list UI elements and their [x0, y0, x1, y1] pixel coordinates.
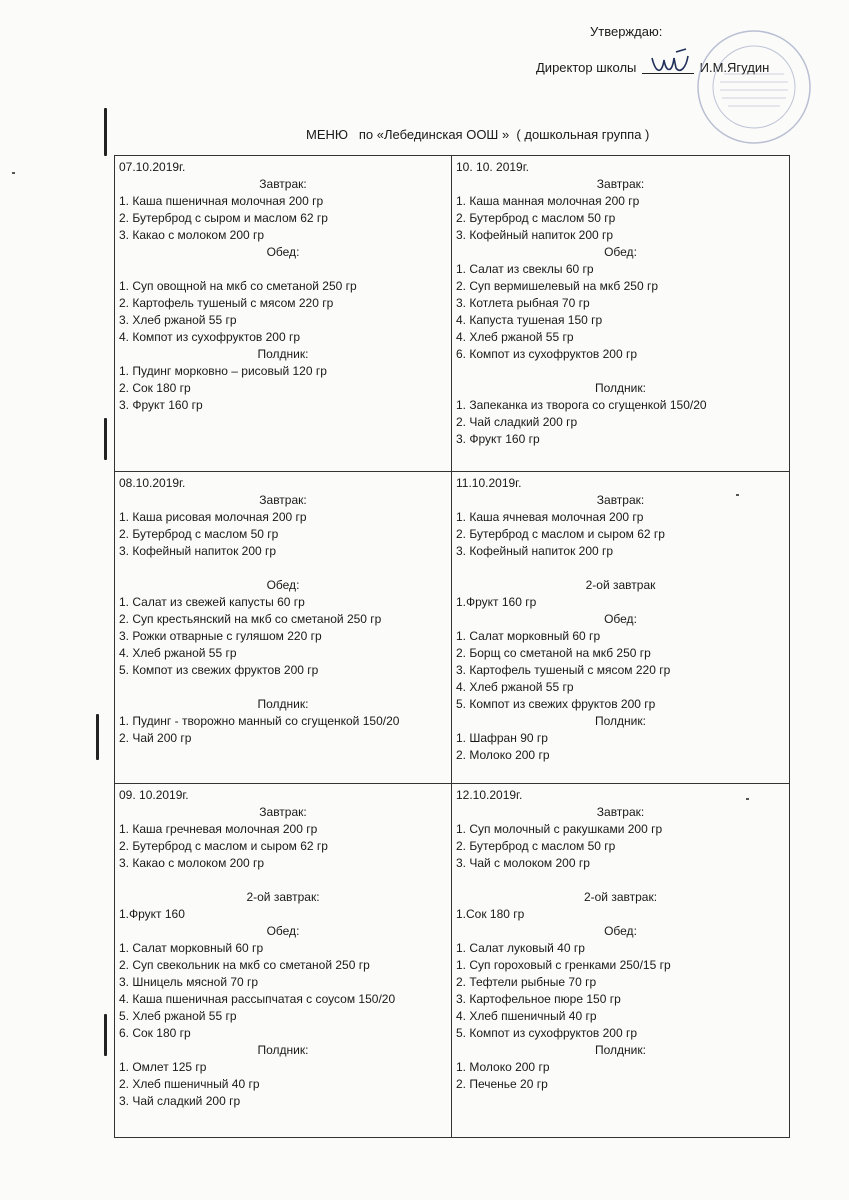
- menu-item: 2. Бутерброд с маслом 50 гр: [456, 839, 616, 853]
- menu-item: 5. Компот из свежих фруктов 200 гр: [119, 663, 319, 677]
- scan-speck: [746, 798, 749, 800]
- meal-heading: Завтрак:: [259, 493, 307, 507]
- menu-item: 1. Шафран 90 гр: [456, 731, 548, 745]
- meal-heading: Завтрак:: [596, 177, 645, 191]
- menu-item: 3. Картофель тушеный с мясом 220 гр: [456, 663, 671, 677]
- day-cell: [452, 784, 790, 1138]
- menu-item: 3. Фрукт 160 гр: [456, 432, 540, 446]
- menu-item: 2. Чай 200 гр: [119, 731, 192, 745]
- menu-item: 1. Салат морковный 60 гр: [119, 941, 264, 955]
- meal-heading: Обед:: [266, 245, 300, 259]
- meal-heading: Завтрак:: [596, 493, 645, 507]
- day-cell: [115, 784, 452, 1138]
- menu-item: 4. Хлеб пшеничный 40 гр: [456, 1009, 597, 1023]
- director-signature: [646, 44, 706, 84]
- school-stamp: [694, 28, 814, 146]
- menu-item: 3. Кофейный напиток 200 гр: [119, 544, 277, 558]
- meal-heading: Обед:: [266, 924, 300, 938]
- spacer: [119, 261, 447, 278]
- meal-heading: Обед:: [604, 245, 637, 259]
- spacer: [456, 363, 785, 380]
- day-date: 11.10.2019г.: [456, 476, 522, 490]
- menu-item: 1.Фрукт 160: [119, 907, 185, 921]
- menu-item: 3. Котлета рыбная 70 гр: [456, 296, 590, 310]
- menu-item: 3. Хлеб ржаной 55 гр: [119, 313, 237, 327]
- approve-label: Утверждаю:: [590, 24, 663, 39]
- menu-item: 3. Картофельное пюре 150 гр: [456, 992, 621, 1006]
- meal-heading: Завтрак:: [259, 177, 307, 191]
- day-date: 12.10.2019г.: [456, 788, 523, 802]
- menu-item: 2. Суп вермишелевый на мкб 250 гр: [456, 279, 659, 293]
- menu-item: 2. Сок 180 гр: [119, 381, 191, 395]
- menu-row: [115, 156, 790, 472]
- menu-item: 4. Хлеб ржаной 55 гр: [456, 680, 574, 694]
- scan-speck: [736, 494, 739, 496]
- spacer: [456, 872, 785, 889]
- menu-item: 1. Суп молочный с ракушками 200 гр: [456, 822, 663, 836]
- margin-mark: [104, 418, 107, 460]
- menu-item: 3. Шницель мясной 70 гр: [119, 975, 259, 989]
- day-date: 10. 10. 2019г.: [456, 160, 529, 174]
- meal-heading: Полдник:: [595, 714, 646, 728]
- menu-item: 1. Пудинг - творожно манный со сгущенкой 150/20: [119, 714, 400, 728]
- menu-title: МЕНЮ по «Лебединская ООШ » ( дошкольная группа ): [306, 127, 650, 142]
- menu-item: 1. Каша манная молочная 200 гр: [456, 194, 640, 208]
- day-cell: [115, 156, 452, 472]
- margin-mark: [104, 108, 107, 156]
- margin-mark: [96, 714, 99, 760]
- scan-speck: [12, 172, 15, 174]
- day-date: 09. 10.2019г.: [119, 788, 189, 802]
- meal-heading: Обед:: [266, 578, 300, 592]
- meal-heading: Полдник:: [257, 697, 309, 711]
- menu-item: 1.Сок 180 гр: [456, 907, 525, 921]
- menu-item: 1. Каша пшеничная молочная 200 гр: [119, 194, 324, 208]
- menu-item: 4. Хлеб ржаной 55 гр: [119, 646, 237, 660]
- day-cell: [115, 472, 452, 784]
- menu-item: 2. Бутерброд с маслом 50 гр: [119, 527, 279, 541]
- menu-item: 3. Какао с молоком 200 гр: [119, 856, 265, 870]
- menu-item: 4. Каша пшеничная рассыпчатая с соусом 150/20: [119, 992, 396, 1006]
- menu-item: 2. Бутерброд с маслом и сыром 62 гр: [456, 527, 665, 541]
- spacer: [119, 679, 447, 696]
- menu-item: 2. Чай сладкий 200 гр: [456, 415, 578, 429]
- menu-item: 6. Компот из сухофруктов 200 гр: [456, 347, 638, 361]
- menu-item: 2. Бутерброд с маслом 50 гр: [456, 211, 616, 225]
- menu-item: 2. Печенье 20 гр: [456, 1077, 548, 1091]
- menu-item: 3. Кофейный напиток 200 гр: [456, 228, 614, 242]
- menu-item: 1. Каша ячневая молочная 200 гр: [456, 510, 644, 524]
- meal-heading: Обед:: [604, 612, 637, 626]
- menu-item: 4. Хлеб ржаной 55 гр: [456, 330, 574, 344]
- meal-heading: Обед:: [604, 924, 637, 938]
- spacer: [119, 872, 447, 889]
- menu-item: 1.Фрукт 160 гр: [456, 595, 537, 609]
- menu-item: 2. Бутерброд с маслом и сыром 62 гр: [119, 839, 328, 853]
- meal-heading: Завтрак:: [596, 805, 645, 819]
- menu-item: 2. Картофель тушеный с мясом 220 гр: [119, 296, 334, 310]
- meal-heading: Полдник:: [257, 347, 309, 361]
- menu-item: 1. Салат морковный 60 гр: [456, 629, 601, 643]
- day-date: 07.10.2019г.: [119, 160, 186, 174]
- menu-item: 2. Суп свекольник на мкб со сметаной 250 гр: [119, 958, 370, 972]
- menu-row: [115, 472, 790, 784]
- day-cell: [452, 156, 790, 472]
- meal-heading: Полдник:: [257, 1043, 309, 1057]
- menu-item: 1. Запеканка из творога со сгущенкой 150/20: [456, 398, 707, 412]
- menu-item: 2. Суп крестьянский на мкб со сметаной 250 гр: [119, 612, 382, 626]
- meal-heading: Полдник:: [595, 381, 646, 395]
- meal-heading: Полдник:: [595, 1043, 646, 1057]
- menu-item: 3. Кофейный напиток 200 гр: [456, 544, 614, 558]
- menu-item: 3. Чай с молоком 200 гр: [456, 856, 590, 870]
- menu-row: [115, 784, 790, 1138]
- margin-mark: [104, 1014, 107, 1056]
- menu-item: 2. Бутерброд с сыром и маслом 62 гр: [119, 211, 328, 225]
- menu-item: 5. Компот из свежих фруктов 200 гр: [456, 697, 656, 711]
- menu-item: 1. Омлет 125 гр: [119, 1060, 207, 1074]
- menu-item: 1. Салат луковый 40 гр: [456, 941, 585, 955]
- meal-heading: 2-ой завтрак:: [583, 890, 658, 904]
- menu-item: 2. Молоко 200 гр: [456, 748, 550, 762]
- menu-item: 2. Тефтели рыбные 70 гр: [456, 975, 597, 989]
- menu-item: 3. Какао с молоком 200 гр: [119, 228, 265, 242]
- menu-item: 3. Чай сладкий 200 гр: [119, 1094, 241, 1108]
- meal-heading: 2-ой завтрак:: [246, 890, 320, 904]
- menu-item: 2. Борщ со сметаной на мкб 250 гр: [456, 646, 651, 660]
- menu-item: 1. Молоко 200 гр: [456, 1060, 550, 1074]
- director-label: Директор школы: [536, 60, 637, 75]
- menu-item: 1. Суп овощной на мкб со сметаной 250 гр: [119, 279, 357, 293]
- menu-item: 6. Сок 180 гр: [119, 1026, 191, 1040]
- menu-item: 4. Капуста тушеная 150 гр: [456, 313, 603, 327]
- director-name: И.М.Ягудин: [699, 60, 770, 75]
- menu-item: 1. Пудинг морковно – рисовый 120 гр: [119, 364, 327, 378]
- menu-item: 1. Салат из свежей капусты 60 гр: [119, 595, 305, 609]
- spacer: [456, 560, 785, 577]
- menu-item: 3. Фрукт 160 гр: [119, 398, 203, 412]
- menu-table: [114, 155, 790, 1138]
- menu-item: 1. Каша рисовая молочная 200 гр: [119, 510, 307, 524]
- menu-item: 1. Салат из свеклы 60 гр: [456, 262, 594, 276]
- menu-item: 5. Хлеб ржаной 55 гр: [119, 1009, 237, 1023]
- day-cell: [452, 472, 790, 784]
- menu-item: 5. Компот из сухофруктов 200 гр: [456, 1026, 638, 1040]
- menu-item: 1. Суп гороховый с гренками 250/15 гр: [456, 958, 671, 972]
- menu-item: 1. Каша гречневая молочная 200 гр: [119, 822, 318, 836]
- meal-heading: 2-ой завтрак: [585, 578, 656, 592]
- spacer: [119, 560, 447, 577]
- menu-item: 4. Компот из сухофруктов 200 гр: [119, 330, 301, 344]
- meal-heading: Завтрак:: [259, 805, 307, 819]
- menu-item: 3. Рожки отварные с гуляшом 220 гр: [119, 629, 322, 643]
- menu-item: 2. Хлеб пшеничный 40 гр: [119, 1077, 260, 1091]
- day-date: 08.10.2019г.: [119, 476, 186, 490]
